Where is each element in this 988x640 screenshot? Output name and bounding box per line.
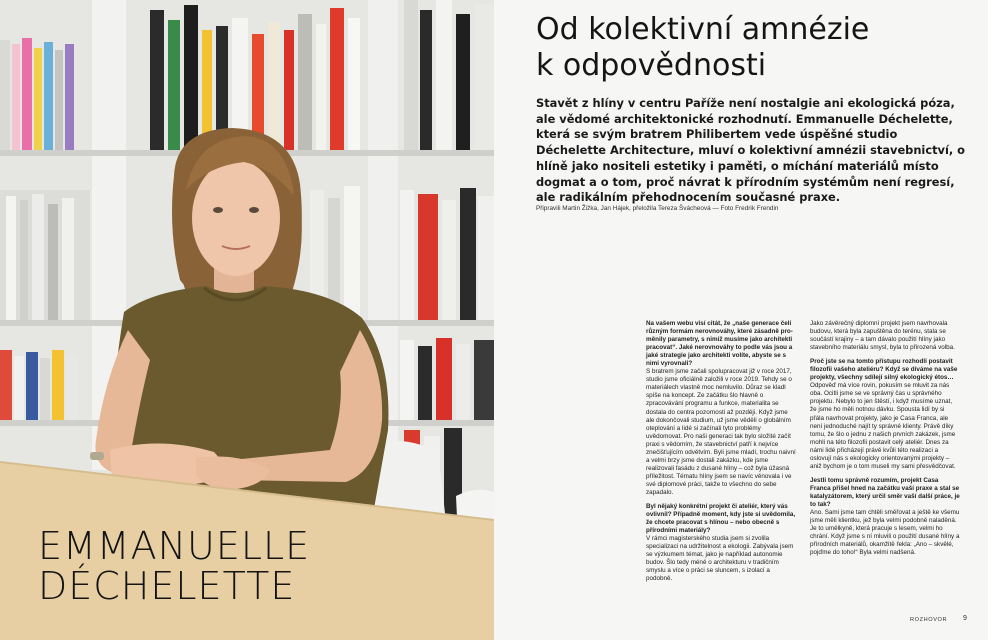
name-first: EMMANUELLE xyxy=(38,524,311,568)
text-column-2 xyxy=(810,320,960,563)
text-column-1 xyxy=(646,320,796,590)
interview-answer: S bratrem jsme začali spolupracovat již v roce 2017, studio jsme oficiálně založili v roce 2019. Tehdy se o materiálech vlastně moc nemluvilo. Důraz se kladl spíše na koncept. Ze začátku šlo hlavně o zpracovávání programu a funkce, materialita se dostala do centra pozornosti až později. Když jsme ale dokončovali studium, už jsme věděli o globálním oteplování a lidé si začínali tyto problémy uvědomovat. Pro naši generaci tak bylo složité začít praxi s vědomím, že stavebnictví patří k nejvíce znečišťujícím odvětvím. Byli jsme mladí, trochu naivní a velmi brzy jsme dostali zakázku, kde jsme realizovali fasádu z dusané hlíny – což byla úžasná příležitost. Tématu hlíny jsem se navíc věnovala i ve své diplomové práci, takže to všechno do sebe zapadalo. xyxy=(646,368,796,496)
section-label: ROZHOVOR xyxy=(910,617,948,623)
article-page xyxy=(494,0,988,640)
interview-answer: Ano. Sami jsme tam chtěli směřovat a ještě ke všemu jsme měli klientku, jež byla velmi podobně naladěná. Je to umělkyně, která pracuje s lesem, velmi ho chrání. Když jsme s ní mluvili o použití dusané hlíny a přírodních materiálů, okamžitě řekla: „Ano – skvělé, pojďme do toho!“ Byla velmi nadšená. xyxy=(810,509,960,557)
credits-line: Připravili Martin Žižka, Jan Hájek, přeložila Tereza Švácheová — Foto Fredrik Frendin xyxy=(536,205,779,212)
title-line-2: k odpovědnosti xyxy=(536,48,767,83)
interview-question: Jestli tomu správně rozumím, projekt Casa Franca přišel hned na začátku vaší praxe a stal se katalyzátorem, který určil směr vaší další práce, je to tak? xyxy=(810,476,960,508)
name-last: DÉCHELETTE xyxy=(38,564,296,608)
interview-answer: Jako závěrečný diplomní projekt jsem navrhovala budovu, která byla zapuštěna do terénu, stala se součástí krajiny – a tam dávalo použití hlíny jako stavebního materiálu smysl, byla to přirozená volba. xyxy=(810,320,955,352)
interview-question: Proč jste se na tomto přístupu rozhodli postavit filozofii vašeho ateliéru? Když se díváme na vaše projekty, všechny sdílejí silný ekologický étos… xyxy=(810,358,958,382)
interview-answer: V rámci magisterského studia jsem si zvolila specializaci na udržitelnost a ekologii. Zabývala jsem se výzkumem témat, jako je například autonomie budov. Šlo tedy méně o architekturu v tradičním smyslu a více o práci se sluncem, s izolací a podobně. xyxy=(646,535,794,583)
article-title xyxy=(536,12,976,84)
page-number: 9 xyxy=(963,615,967,622)
lead-paragraph: Stavět z hlíny v centru Paříže není nostalgie ani ekologická póza, ale vědomé architektonické rozhodnutí. Emmanuelle Déchelette, která se svým bratrem Philibertem vede úspěšné studio Déchelette Architecture, mluví o kolektivní amnézii stavebnictví, o hlíně jako nositeli estetiky i paměti, o míchání materiálů místo dogmat a o tom, proč návrat k přírodním systémům není regresí, ale radikálním přehodnocením současné praxe. xyxy=(536,96,965,205)
interview-answer: Odpověď má více rovin, pokusím se mluvit za nás oba. Ocitli jsme se ve správný čas u správného projektu. Nebylo to jen štěstí, i když musíme uznat, že jsme ho měli notnou dávku. Spousta lidí by si přála navrhovat projekty, jako je Casa Franca, ale není jednoduché najít ty správné klienty. Právě díky tomu, že šlo o jednu z našich prvních zakázek, jsme mohli na této filozofii postavit celý ateliér. Dnes za námi lidé přicházejí právě kvůli této realizaci a oslovují nás s ekologicky orientovanými projekty – aniž bychom je o tom museli my sami přesvědčovat. xyxy=(810,382,956,470)
interview-question: Byl nějaký konkrétní projekt či ateliér, který vás ovlivnil? Případně moment, kdy jste si uvědomila, že chcete pracovat s hlínou – nebo obecně s přírodními materiály? xyxy=(646,503,796,535)
title-line-1: Od kolektivní amnézie xyxy=(536,12,870,47)
interview-question: Na vašem webu visí citát, že „naše generace čelí různým formám nerovnováhy, které zásadně pro-měnily parametry, s nimiž musíme jako architekti pracovat“. Jaké nerovnováhy to podle vás jsou a jaké strategie jako architekti volíte, abyste se s nimi vyrovnali? xyxy=(646,320,793,368)
interviewee-name xyxy=(38,526,310,606)
